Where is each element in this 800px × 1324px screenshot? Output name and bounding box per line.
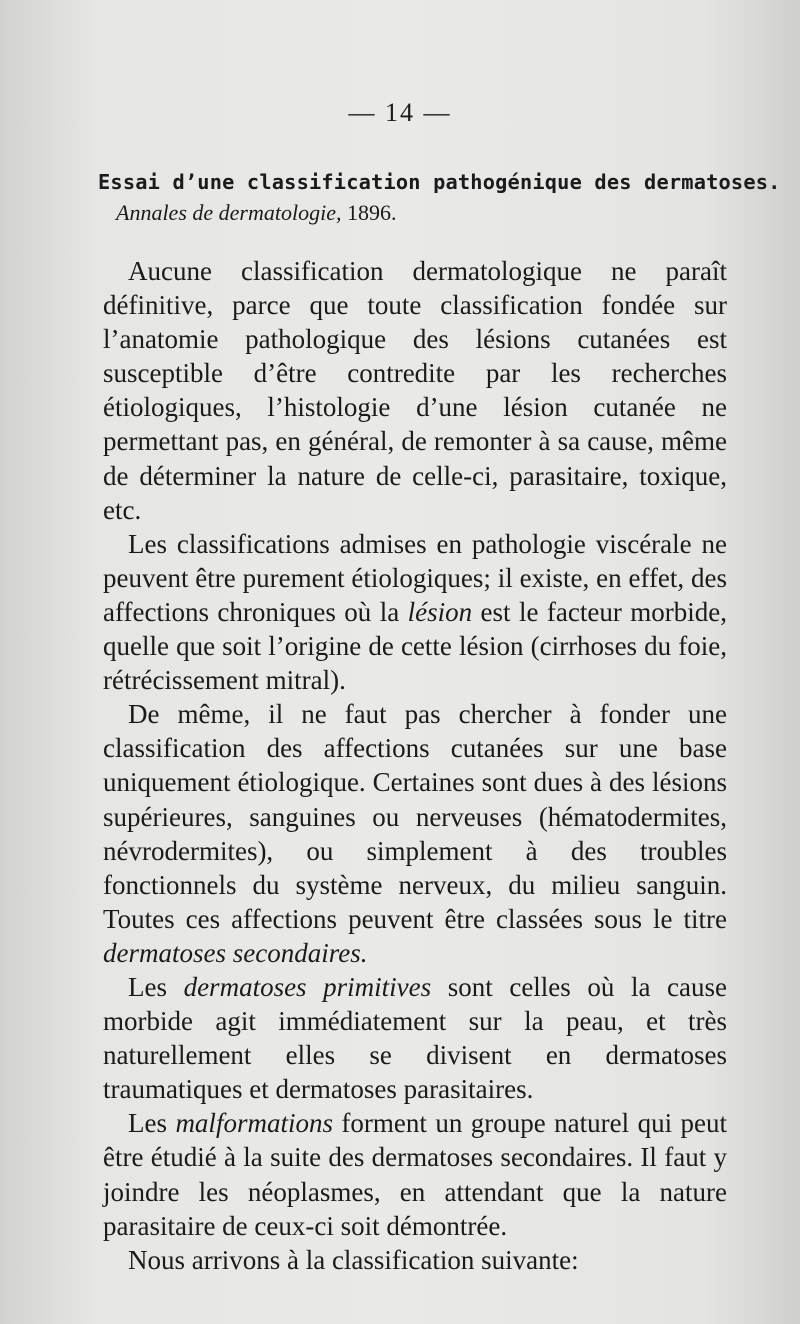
paragraph-2-italic: lésion — [407, 596, 473, 627]
paragraph-2-text-a: Les classifications admises en pathologie viscérale ne peuvent être purement étiologiques; il existe, en effet, des affections chroniques où la — [103, 528, 727, 627]
paragraph-5 — [103, 1106, 727, 1242]
paragraph-4-text-b: sont celles où la cause morbide agit immédiatement sur la peau, et très naturellement elles se divisent en dermatoses traumatiques et dermatoses parasitaires. — [103, 971, 728, 1105]
paragraph-4 — [103, 970, 727, 1106]
paragraph-2 — [103, 527, 727, 697]
paragraph-6: Nous arrivons à la classification suivante: — [128, 1244, 579, 1275]
reference-title: Essai d’une classification pathogénique des dermatoses. — [98, 170, 781, 194]
body-text — [103, 254, 727, 1277]
page-number: — 14 — — [348, 98, 452, 127]
reference-journal: Annales de dermatologie, — [116, 200, 342, 225]
paragraph-2-text-b: est le facteur morbide, quelle que soit l’origine de cette lésion (cirrhoses du foie, rétrécissement mitral). — [103, 596, 727, 696]
paragraph-4-text-a: Les — [128, 971, 184, 1002]
paragraph-3 — [103, 697, 727, 970]
paragraph-1: Aucune classification dermatologique ne paraît définitive, parce que toute classification fondée sur l’anatomie pathologique des lésions cutanées est susceptible d’être contredite par les recherches étiologiques, l’histologie d’une lésion cutanée ne permettant pas, en général, de remonter à sa cause, même de déterminer la nature de celle-ci, parasitaire, toxique, etc. — [103, 256, 727, 525]
reference-source — [116, 199, 728, 227]
reference-year: 1896. — [346, 200, 397, 225]
paragraph-3-italic: dermatoses secondaires. — [103, 937, 368, 968]
paragraph-5-text-a: Les — [128, 1108, 176, 1139]
paragraph-4-italic: dermatoses primitives — [183, 971, 432, 1002]
paragraph-5-text-b: forment un groupe naturel qui peut être étudié à la suite des dermatoses secondaires. Il faut y joindre les néoplasmes, en attendant que la nature parasitaire de ceux-ci soit démontrée. — [103, 1108, 728, 1241]
paragraph-5-italic: malformations — [175, 1108, 333, 1139]
reference-heading — [98, 165, 781, 227]
paragraph-3-text-a: De même, il ne faut pas chercher à fonder une classification des affections cutanées sur une base uniquement étiologique. Certaines sont dues à des lésions supérieures, sanguines ou nerveuses (hématodermites, névrodermites), ou simplement à des troubles fonctionnels du système nerveux, du milieu sanguin. Toutes ces affections peuvent être classées sous le titre — [103, 699, 727, 934]
